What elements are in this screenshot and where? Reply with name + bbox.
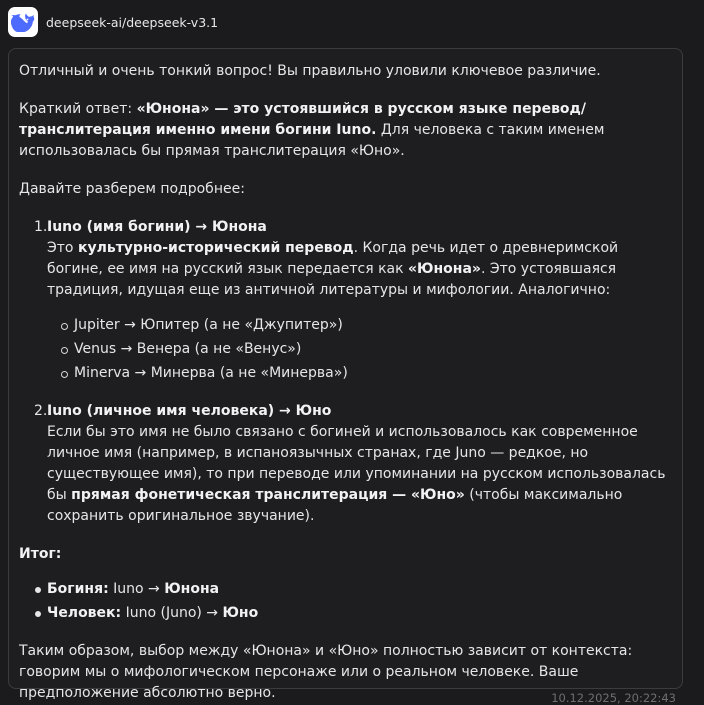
summary-bold: Юно [222,605,259,621]
list-item: Minerva → Минерва (а не «Минерва») [19,363,672,384]
list-item-goddess [19,217,672,384]
short-answer-bold: «Юнона» — это устоявшийся в русском языке перевод/транслитерация именно имени богини Iuno. [19,101,586,138]
item-text: (чтобы максимально сохранить оригинальное звучание). [47,487,623,524]
summary-list [19,579,672,624]
summary-title [19,544,672,565]
list-item-person [19,401,672,527]
summary-label: Человек: [47,605,122,621]
item-bold: «Юнона» [408,261,481,277]
short-answer-prefix: Краткий ответ: [19,101,137,117]
item-text: Если бы это имя не было связано с богиней и использовалось как современное личное имя (например, в испаноязычных странах, где Juno — редкое, но существующее имя), то при переводе или упоминании на русском использовалась бы [47,424,666,503]
list-item [19,603,672,624]
intro-paragraph: Отличный и очень тонкий вопрос! Вы правильно уловили ключевое различие. [19,63,601,79]
model-avatar [8,7,38,37]
whale-icon [11,12,35,32]
list-item-title: Iuno (имя богини) → Юнона [47,219,267,235]
short-answer-paragraph [19,99,672,162]
item-text: Это [47,240,78,256]
list-item-title: Iuno (личное имя человека) → Юно [47,403,332,419]
list-item: Venus → Венера (а не «Венус») [19,339,672,360]
item-bold: прямая фонетическая транслитерация — «Юно» [71,487,465,503]
summary-text: Iuno (Juno) → [121,605,223,621]
conclusion-paragraph: Таким образом, выбор между «Юнона» и «Юно» полностью зависит от контекста: говорим мы о мифологическом персонаже или о реальном человеке. Ваше предположение абсолютно верно. [19,643,633,701]
model-name: deepseek-ai/deepseek-v3.1 [46,14,219,30]
message-timestamp: 10.12.2025, 20:22:43 [551,691,676,705]
summary-bold: Юнона [164,581,220,597]
list-number: 1. [34,219,48,235]
list-number: 2. [34,403,48,419]
list-item: Jupiter → Юпитер (а не «Джупитер») [19,315,672,336]
item-bold: культурно-исторический перевод [77,240,354,256]
item-text: . Это устоявшаяся традиция, идущая еще из античной литературы и мифологии. Аналогично: [47,261,617,298]
examples-list [19,315,672,384]
short-answer-rest: Для человека с таким именем использовалась бы прямая транслитерация «Юно». [19,122,605,159]
details-intro: Давайте разберем подробнее: [19,181,245,197]
list-item [19,579,672,600]
summary-title-text: Итог: [19,546,62,562]
item-text: . Когда речь идет о древнеримской богине, ее имя на русский язык передается как [47,240,619,277]
summary-label: Богиня: [47,581,109,597]
message-header [8,6,218,38]
summary-text: Iuno → [108,581,165,597]
